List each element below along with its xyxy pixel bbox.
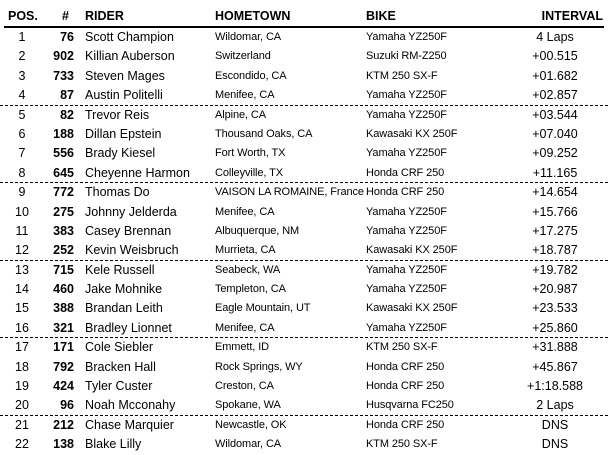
results-header-row	[0, 0, 608, 26]
row-position: 21	[15, 417, 29, 432]
row-rider-name: Bradley Lionnet	[85, 320, 172, 335]
row-rider-name: Bracken Hall	[85, 359, 156, 374]
row-bike-number: 733	[53, 68, 74, 83]
row-hometown: Wildomar, CA	[215, 438, 282, 451]
row-rider-name: Casey Brennan	[85, 223, 172, 238]
row-hometown: Albuquerque, NM	[215, 224, 300, 237]
row-bike-number: 87	[60, 88, 74, 103]
row-position: 17	[15, 340, 29, 355]
row-bike: Honda CRF 250	[366, 186, 445, 199]
table-row	[0, 164, 608, 183]
row-position: 5	[18, 107, 26, 122]
row-interval: +20.987	[532, 282, 578, 297]
table-row	[0, 416, 608, 435]
row-interval: +15.766	[532, 204, 578, 219]
row-bike-number: 792	[53, 359, 74, 374]
row-hometown: Eagle Mountain, UT	[215, 302, 311, 315]
row-bike: Yamaha YZ250F	[366, 224, 447, 237]
row-bike: Yamaha YZ250F	[366, 263, 447, 276]
table-row	[0, 28, 608, 47]
row-bike-number: 645	[53, 165, 74, 180]
row-interval: +19.782	[532, 262, 578, 277]
row-position: 16	[15, 320, 29, 335]
row-interval: 4 Laps	[536, 30, 574, 44]
row-bike: Yamaha YZ250F	[366, 89, 447, 102]
table-row	[0, 183, 608, 202]
row-hometown: Rock Springs, WY	[215, 360, 303, 373]
row-bike-number: 424	[53, 379, 74, 394]
row-hometown: Escondido, CA	[215, 69, 287, 82]
row-hometown: VAISON LA ROMAINE, France	[215, 186, 364, 199]
row-bike-number: 96	[60, 398, 74, 413]
row-hometown: Spokane, WA	[215, 399, 281, 412]
row-hometown: Templeton, CA	[215, 283, 286, 296]
row-bike: Kawasaki KX 250F	[366, 302, 458, 315]
row-bike: Yamaha YZ250F	[366, 321, 447, 334]
row-hometown: Fort Worth, TX	[215, 147, 286, 160]
row-bike: KTM 250 SX-F	[366, 341, 438, 354]
row-position: 4	[18, 88, 26, 103]
row-interval: +03.544	[532, 107, 578, 122]
table-row	[0, 358, 608, 377]
row-bike: Yamaha YZ250F	[366, 283, 447, 296]
row-bike-number: 82	[60, 107, 74, 122]
row-position: 15	[15, 301, 29, 316]
table-row	[0, 106, 608, 125]
row-hometown: Menifee, CA	[215, 321, 275, 334]
row-bike: KTM 250 SX-F	[366, 69, 438, 82]
row-bike-number: 772	[53, 185, 74, 200]
row-position: 13	[15, 262, 29, 277]
row-rider-name: Brandan Leith	[85, 301, 163, 316]
row-rider-name: Chase Marquier	[85, 417, 174, 432]
header-hometown: HOMETOWN	[215, 9, 291, 23]
table-row	[0, 222, 608, 241]
header-interval: INTERVAL	[541, 9, 603, 23]
row-hometown: Creston, CA	[215, 380, 274, 393]
row-rider-name: Tyler Custer	[85, 379, 153, 394]
row-rider-name: Brady Kiesel	[85, 146, 156, 161]
table-row	[0, 125, 608, 144]
row-hometown: Switzerland	[215, 50, 271, 63]
row-interval: +45.867	[532, 359, 578, 374]
row-interval: DNS	[541, 437, 569, 452]
row-bike-number: 138	[53, 437, 74, 452]
table-row	[0, 86, 608, 105]
row-rider-name: Steven Mages	[85, 68, 165, 83]
row-interval: +17.275	[532, 223, 578, 238]
row-interval: DNS	[541, 417, 569, 432]
row-bike: Yamaha YZ250F	[366, 31, 447, 43]
row-interval: +1:18.588	[527, 379, 583, 394]
row-bike: Honda CRF 250	[366, 166, 445, 179]
row-bike-number: 383	[53, 223, 74, 238]
row-bike-number: 321	[53, 320, 74, 335]
table-row	[0, 319, 608, 338]
row-bike-number: 212	[53, 417, 74, 432]
row-bike: Kawasaki KX 250F	[366, 127, 458, 140]
row-bike-number: 188	[53, 126, 74, 141]
table-row	[0, 241, 608, 260]
row-rider-name: Thomas Do	[85, 185, 150, 200]
row-hometown: Menifee, CA	[215, 205, 275, 218]
row-rider-name: Johnny Jelderda	[85, 204, 177, 219]
row-bike-number: 388	[53, 301, 74, 316]
header-bike: BIKE	[366, 9, 396, 23]
row-rider-name: Cole Siebler	[85, 340, 154, 355]
table-row	[0, 67, 608, 86]
row-interval: 2 Laps	[536, 398, 574, 413]
row-hometown: Seabeck, WA	[215, 263, 281, 276]
row-interval: +01.682	[532, 68, 578, 83]
row-position: 10	[15, 204, 29, 219]
table-row	[0, 377, 608, 396]
row-hometown: Newcastle, OK	[215, 418, 287, 431]
row-bike-number: 460	[53, 282, 74, 297]
row-rider-name: Blake Lilly	[85, 437, 142, 452]
row-position: 11	[15, 223, 29, 238]
row-rider-name: Austin Politelli	[85, 88, 163, 103]
row-hometown: Menifee, CA	[215, 89, 275, 102]
row-bike-number: 76	[60, 30, 74, 44]
row-hometown: Colleyville, TX	[215, 166, 283, 179]
row-position: 14	[15, 282, 29, 297]
row-bike-number: 275	[53, 204, 74, 219]
row-bike: Honda CRF 250	[366, 360, 445, 373]
row-hometown: Wildomar, CA	[215, 31, 282, 43]
row-position: 18	[15, 359, 29, 374]
row-rider-name: Jake Mohnike	[85, 282, 163, 297]
row-interval: +00.515	[532, 49, 578, 64]
row-position: 9	[18, 185, 26, 200]
row-rider-name: Kele Russell	[85, 262, 155, 277]
row-bike: Suzuki RM-Z250	[366, 50, 447, 63]
row-position: 20	[15, 398, 29, 413]
row-interval: +07.040	[532, 126, 578, 141]
row-hometown: Alpine, CA	[215, 108, 266, 121]
table-row	[0, 144, 608, 163]
row-interval: +31.888	[532, 340, 578, 355]
row-rider-name: Kevin Weisbruch	[85, 243, 179, 258]
row-rider-name: Cheyenne Harmon	[85, 165, 190, 180]
row-bike-number: 556	[53, 146, 74, 161]
header-position: POS.	[8, 9, 38, 23]
row-interval: +14.654	[532, 185, 578, 200]
row-interval: +18.787	[532, 243, 578, 258]
row-rider-name: Trevor Reis	[85, 107, 150, 122]
table-row	[0, 261, 608, 280]
row-rider-name: Noah Mcconahy	[85, 398, 176, 413]
header-rider: RIDER	[85, 9, 124, 23]
row-hometown: Thousand Oaks, CA	[215, 127, 313, 140]
row-bike-number: 171	[53, 340, 74, 355]
table-row	[0, 203, 608, 222]
table-row	[0, 435, 608, 454]
row-position: 1	[18, 30, 26, 44]
row-bike: KTM 250 SX-F	[366, 438, 438, 451]
row-interval: +02.857	[532, 88, 578, 103]
row-bike: Yamaha YZ250F	[366, 147, 447, 160]
row-interval: +11.165	[532, 165, 578, 180]
header-number: #	[62, 9, 69, 23]
row-bike: Honda CRF 250	[366, 380, 445, 393]
row-interval: +23.533	[532, 301, 578, 316]
row-bike: Honda CRF 250	[366, 418, 445, 431]
row-interval: +09.252	[532, 146, 578, 161]
row-position: 6	[18, 126, 26, 141]
row-bike-number: 252	[53, 243, 74, 258]
row-position: 19	[15, 379, 29, 394]
row-position: 12	[15, 243, 29, 258]
row-position: 8	[18, 165, 26, 180]
table-row	[0, 47, 608, 66]
table-row	[0, 396, 608, 415]
table-row	[0, 299, 608, 318]
row-rider-name: Dillan Epstein	[85, 126, 162, 141]
row-bike: Kawasaki KX 250F	[366, 244, 458, 257]
row-position: 3	[18, 68, 26, 83]
row-bike: Yamaha YZ250F	[366, 205, 447, 218]
row-bike: Yamaha YZ250F	[366, 108, 447, 121]
row-bike: Husqvarna FC250	[366, 399, 454, 412]
table-row	[0, 280, 608, 299]
row-rider-name: Scott Champion	[85, 30, 174, 44]
row-interval: +25.860	[532, 320, 578, 335]
row-position: 7	[18, 146, 26, 161]
row-hometown: Emmett, ID	[215, 341, 270, 354]
row-position: 22	[15, 437, 29, 452]
row-bike-number: 902	[53, 49, 74, 64]
row-position: 2	[18, 49, 26, 64]
table-row	[0, 338, 608, 357]
results-table	[0, 28, 608, 455]
row-hometown: Murrieta, CA	[215, 244, 276, 257]
row-bike-number: 715	[53, 262, 74, 277]
row-rider-name: Killian Auberson	[85, 49, 175, 64]
